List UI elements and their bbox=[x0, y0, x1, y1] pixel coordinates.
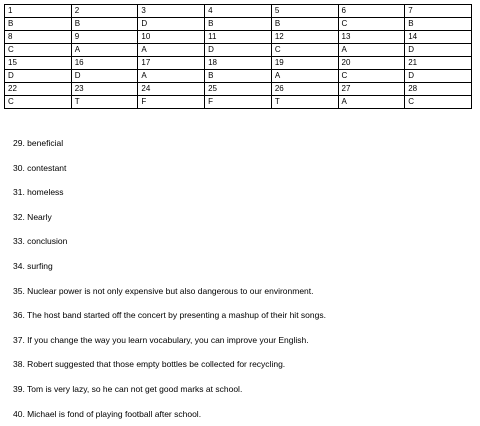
table-cell: 28 bbox=[405, 83, 472, 96]
table-row bbox=[5, 70, 472, 83]
table-cell: A bbox=[338, 96, 405, 109]
answer-item: 30. contestant bbox=[13, 162, 67, 173]
table-cell: 1 bbox=[5, 5, 72, 18]
answer-item: 40. Michael is fond of playing football after school. bbox=[13, 408, 202, 419]
table-cell: D bbox=[71, 70, 138, 83]
answer-item: 33. conclusion bbox=[13, 236, 68, 247]
table-cell: 9 bbox=[71, 31, 138, 44]
answer-item: 34. surfing bbox=[13, 260, 53, 271]
table-cell: C bbox=[338, 18, 405, 31]
table-cell: C bbox=[405, 96, 472, 109]
table-cell: 5 bbox=[271, 5, 338, 18]
table-cell: 24 bbox=[138, 83, 205, 96]
answer-item: 39. Tom is very lazy, so he can not get good marks at school. bbox=[13, 383, 243, 394]
table-cell: F bbox=[205, 96, 272, 109]
answer-item: 32. Nearly bbox=[13, 211, 52, 222]
table-cell: B bbox=[5, 18, 72, 31]
answer-key-table-body bbox=[5, 5, 472, 109]
table-cell: 4 bbox=[205, 5, 272, 18]
table-cell: 16 bbox=[71, 57, 138, 70]
table-cell: A bbox=[71, 44, 138, 57]
table-row bbox=[5, 83, 472, 96]
table-cell: 11 bbox=[205, 31, 272, 44]
table-cell: 17 bbox=[138, 57, 205, 70]
table-cell: B bbox=[71, 18, 138, 31]
table-cell: A bbox=[138, 44, 205, 57]
table-cell: 12 bbox=[271, 31, 338, 44]
answer-key-table bbox=[4, 4, 472, 109]
table-row bbox=[5, 31, 472, 44]
written-answers-list bbox=[13, 131, 473, 426]
table-cell: C bbox=[338, 70, 405, 83]
table-cell: B bbox=[205, 70, 272, 83]
table-cell: 7 bbox=[405, 5, 472, 18]
table-cell: D bbox=[405, 44, 472, 57]
table-cell: 6 bbox=[338, 5, 405, 18]
table-cell: D bbox=[205, 44, 272, 57]
table-cell: C bbox=[5, 96, 72, 109]
table-cell: B bbox=[271, 18, 338, 31]
table-cell: 14 bbox=[405, 31, 472, 44]
table-cell: 19 bbox=[271, 57, 338, 70]
table-cell: B bbox=[405, 18, 472, 31]
table-cell: T bbox=[71, 96, 138, 109]
table-cell: 20 bbox=[338, 57, 405, 70]
table-cell: A bbox=[271, 70, 338, 83]
table-cell: 21 bbox=[405, 57, 472, 70]
table-cell: F bbox=[138, 96, 205, 109]
table-cell: D bbox=[405, 70, 472, 83]
table-row bbox=[5, 44, 472, 57]
table-cell: 10 bbox=[138, 31, 205, 44]
table-cell: 23 bbox=[71, 83, 138, 96]
table-cell: T bbox=[271, 96, 338, 109]
table-row bbox=[5, 57, 472, 70]
table-cell: 3 bbox=[138, 5, 205, 18]
answer-item: 29. beneficial bbox=[13, 138, 64, 148]
table-cell: D bbox=[138, 18, 205, 31]
table-cell: C bbox=[5, 44, 72, 57]
table-cell: D bbox=[5, 70, 72, 83]
table-cell: C bbox=[271, 44, 338, 57]
table-cell: B bbox=[205, 18, 272, 31]
table-cell: 26 bbox=[271, 83, 338, 96]
table-cell: A bbox=[338, 44, 405, 57]
answer-item: 37. If you change the way you learn vocabulary, you can improve your English. bbox=[13, 334, 309, 345]
table-cell: A bbox=[138, 70, 205, 83]
table-cell: 15 bbox=[5, 57, 72, 70]
table-cell: 22 bbox=[5, 83, 72, 96]
answer-item: 35. Nuclear power is not only expensive but also dangerous to our environment. bbox=[13, 285, 314, 296]
table-cell: 8 bbox=[5, 31, 72, 44]
table-row bbox=[5, 18, 472, 31]
answer-item: 36. The host band started off the concert by presenting a mashup of their hit songs. bbox=[13, 310, 326, 321]
answer-item: 38. Robert suggested that those empty bottles be collected for recycling. bbox=[13, 359, 286, 370]
table-row bbox=[5, 5, 472, 18]
table-cell: 25 bbox=[205, 83, 272, 96]
answer-item: 31. homeless bbox=[13, 187, 64, 198]
table-row bbox=[5, 96, 472, 109]
table-cell: 13 bbox=[338, 31, 405, 44]
table-cell: 18 bbox=[205, 57, 272, 70]
table-cell: 27 bbox=[338, 83, 405, 96]
table-cell: 2 bbox=[71, 5, 138, 18]
